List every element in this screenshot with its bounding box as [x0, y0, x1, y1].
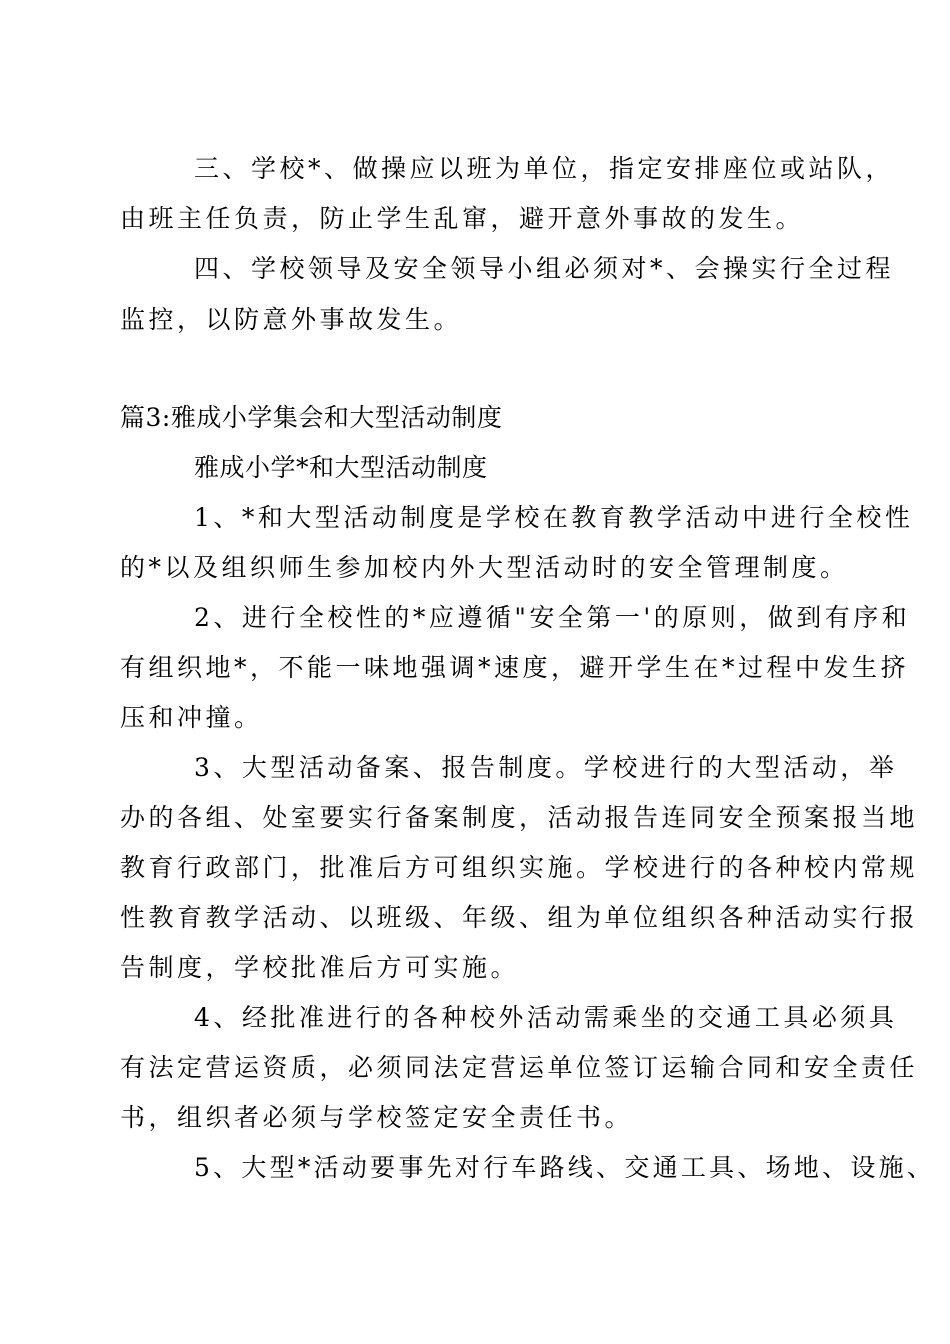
item-4-line-1: 4、经批准进行的各种校外活动需乘坐的交通工具必须具 — [194, 1003, 898, 1032]
item-1-line-2: 的*以及组织师生参加校内外大型活动时的安全管理制度。 — [120, 553, 849, 582]
item-2-line-1: 2、进行全校性的*应遵循"安全第一'的原则，做到有序和 — [194, 603, 911, 632]
sub-title: 雅成小学*和大型活动制度 — [194, 453, 488, 482]
item-3-line-4: 性教育教学活动、以班级、年级、组为单位组织各种活动实行报 — [120, 903, 919, 932]
item-4-line-3: 书，组织者必须与学校签定安全责任书。 — [120, 1103, 634, 1132]
item-2-line-2: 有组织地*，不能一味地强调*速度，避开学生在*过程中发生挤 — [120, 653, 910, 682]
item-3-line-1: 3、大型活动备案、报告制度。学校进行的大型活动，举 — [194, 753, 898, 782]
item-5-line-1: 5、大型*活动要事先对行车路线、交通工具、场地、设施、 — [194, 1153, 936, 1182]
section-heading: 篇3:雅成小学集会和大型活动制度 — [120, 403, 503, 432]
paragraph-4-line-1: 四、学校领导及安全领导小组必须对*、会操实行全过程 — [194, 254, 895, 283]
item-2-line-3: 压和冲撞。 — [120, 703, 263, 732]
paragraph-3-line-2: 由班主任负责，防止学生乱窜，避开意外事故的发生。 — [120, 204, 805, 233]
paragraph-4-line-2: 监控，以防意外事故发生。 — [120, 305, 463, 334]
item-3-line-5: 告制度，学校批准后方可实施。 — [120, 953, 520, 982]
item-4-line-2: 有法定营运资质，必须同法定营运单位签订运输合同和安全责任 — [120, 1053, 919, 1082]
item-3-line-2: 办的各组、处室要实行备案制度，活动报告连同安全预案报当地 — [120, 803, 919, 832]
item-1-line-1: 1、*和大型活动制度是学校在教育教学活动中进行全校性 — [194, 503, 914, 532]
paragraph-3-line-1: 三、学校*、做操应以班为单位，指定安排座位或站队， — [194, 154, 895, 183]
item-3-line-3: 教育行政部门，批准后方可组织实施。学校进行的各种校内常规 — [120, 853, 919, 882]
